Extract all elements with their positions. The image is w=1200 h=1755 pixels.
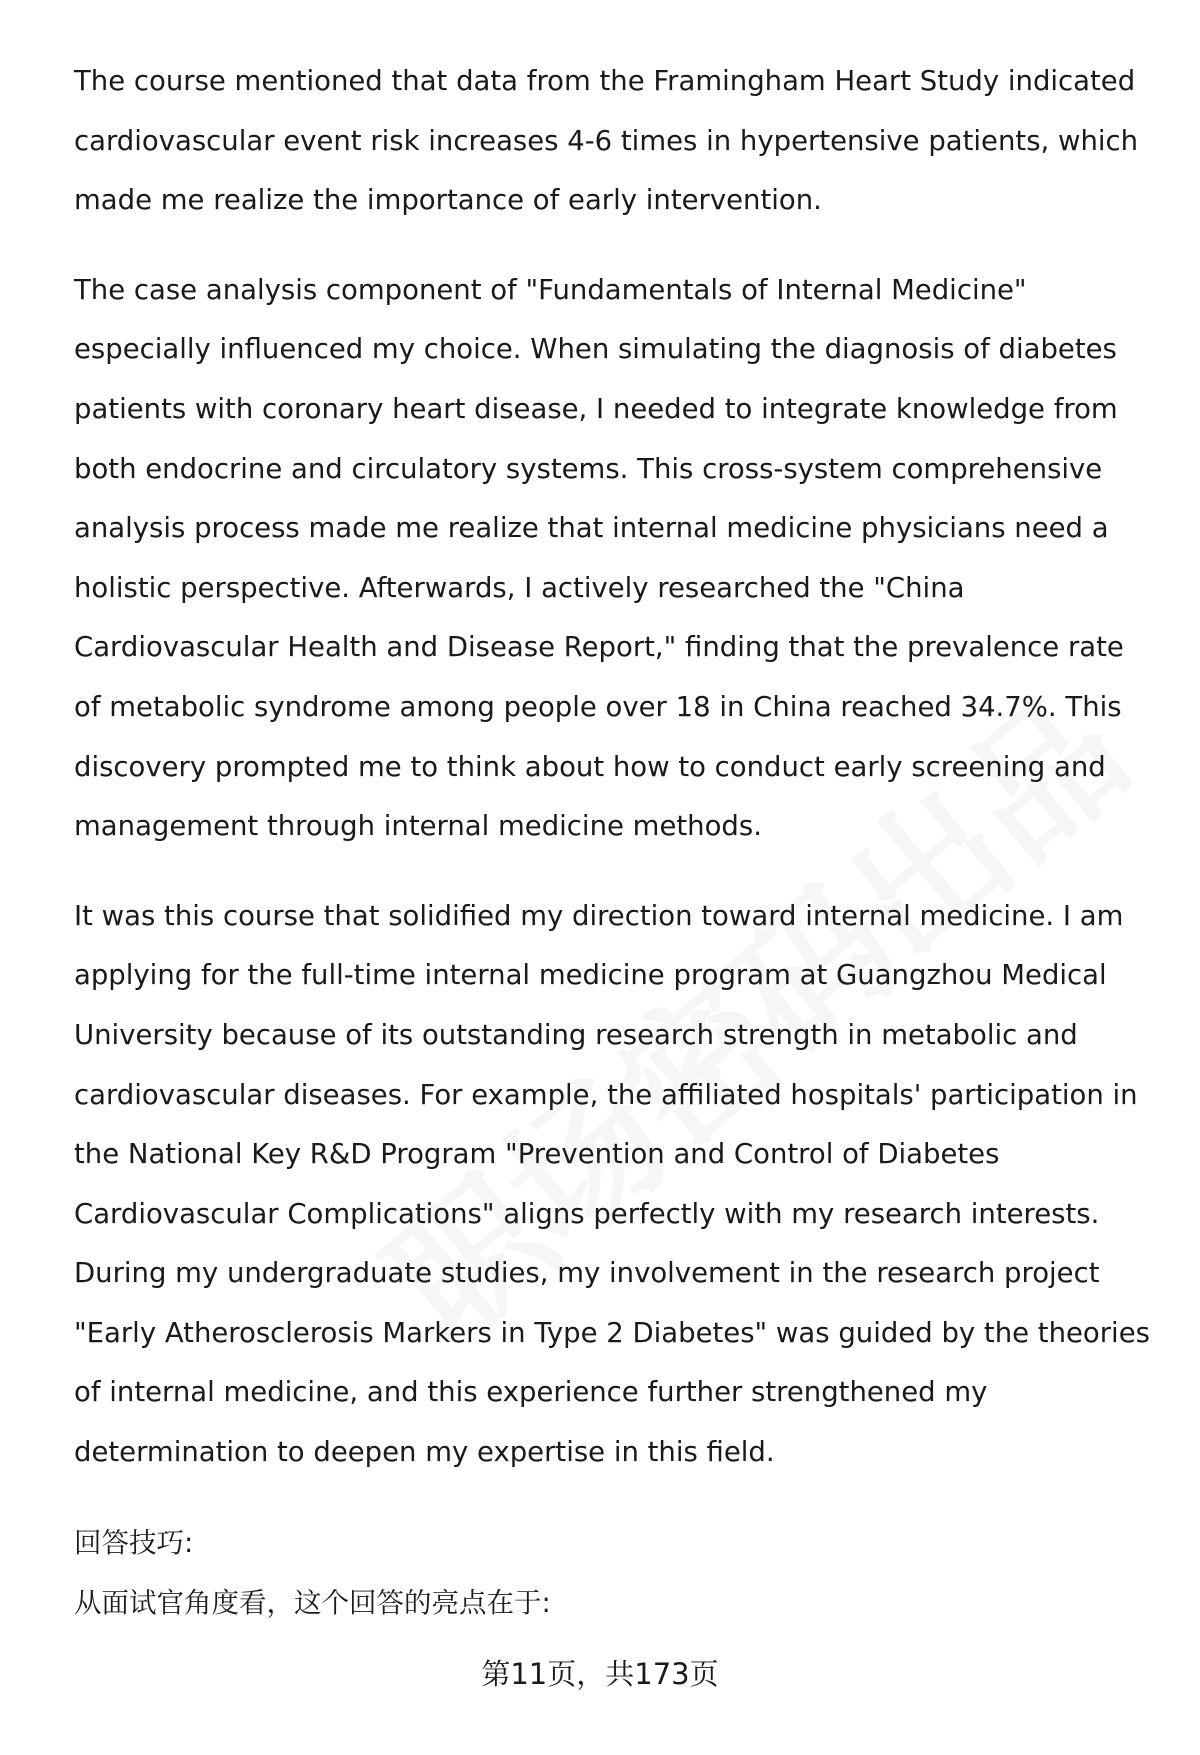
page-footer: 第11页，共173页 bbox=[481, 1657, 719, 1691]
paragraph-2: The case analysis component of "Fundamentals of Internal Medicine" especially influenced my choice. When simulating the diagnosis of diabetes patients with coronary heart disease, I needed to integrate knowledge from both endocrine and circulatory systems. This cross-system comprehensive analysis process made me realize that internal medicine physicians need a holistic perspective. Afterwards, I actively researched the "China Cardiovascular Health and Disease Report," finding that the prevalence rate of metabolic syndrome among people over 18 in China reached 34.7%. This discovery prompted me to think about how to conduct early screening and management through internal medicine methods. bbox=[74, 273, 1124, 843]
tips-intro: 从面试官角度看，这个回答的亮点在于: bbox=[74, 1586, 551, 1619]
paragraph-3: It was this course that solidified my direction toward internal medicine. I am applying for the full-time internal medicine program at Guangzhou Medical University because of its outstanding research strength in metabolic and cardiovascular diseases. For example, the affiliated hospitals' participation in the National Key R&D Program "Prevention and Control of Diabetes Cardiovascular Complications" aligns perfectly with my research interests. During my undergraduate studies, my involvement in the research project "Early Atherosclerosis Markers in Type 2 Diabetes" was guided by the theories of internal medicine, and this experience further strengthened my determination to deepen my expertise in this field. bbox=[74, 899, 1150, 1469]
paragraph-1: The course mentioned that data from the Framingham Heart Study indicated cardiovascular event risk increases 4-6 times in hypertensive patients, which made me realize the importance of early intervention. bbox=[74, 65, 1139, 217]
document-body bbox=[74, 52, 1154, 1633]
tips-heading: 回答技巧: bbox=[74, 1526, 194, 1559]
